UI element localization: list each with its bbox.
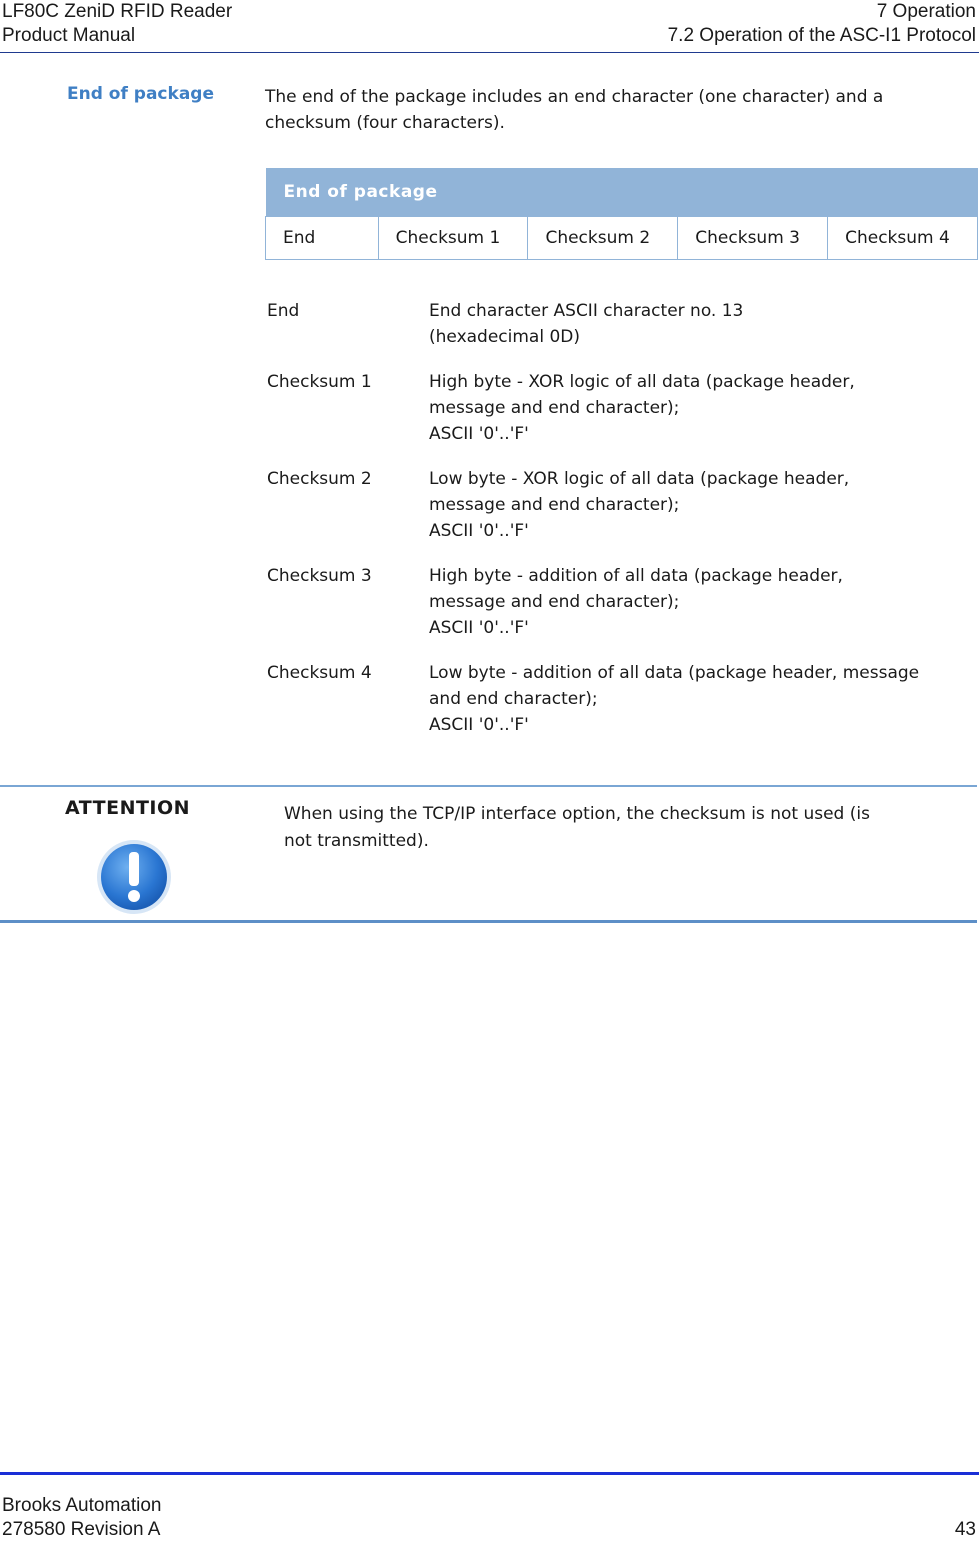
- table-cell-checksum-3: Checksum 3: [678, 217, 828, 260]
- definition-end: [267, 298, 967, 350]
- definition-line: Low byte - addition of all data (package header, message: [429, 663, 920, 683]
- definition-line: (hexadecimal 0D): [429, 327, 581, 347]
- definition-checksum-1: [267, 369, 967, 447]
- attention-bottom-rule: [0, 920, 977, 923]
- definition-line: High byte - addition of all data (package header,: [429, 566, 843, 586]
- definition-line: High byte - XOR logic of all data (package header,: [429, 372, 855, 392]
- page-number: 43: [954, 1519, 976, 1540]
- definition-description: [429, 660, 967, 738]
- chapter-title: 7 Operation: [876, 1, 976, 22]
- definition-line: message and end character);: [429, 495, 680, 515]
- manual-type: Product Manual: [2, 25, 136, 46]
- header-rule: [0, 52, 979, 53]
- footer-company: Brooks Automation: [2, 1495, 162, 1516]
- footer-revision: 278580 Revision A: [2, 1519, 161, 1540]
- table-cell-checksum-1: Checksum 1: [378, 217, 528, 260]
- exclamation-icon: [95, 838, 173, 916]
- footer-left: [2, 1494, 161, 1542]
- definition-checksum-3: [267, 563, 967, 641]
- definition-line: ASCII '0'..'F': [429, 618, 529, 638]
- definition-checksum-4: [267, 660, 967, 738]
- attention-text-line: not transmitted).: [284, 831, 429, 851]
- end-of-package-table: [265, 168, 978, 260]
- attention-text-line: When using the TCP/IP interface option, the checksum is not used (is: [284, 804, 870, 824]
- attention-label: ATTENTION: [65, 797, 191, 819]
- table-row: [266, 217, 978, 260]
- definition-description: [429, 563, 967, 641]
- footer-rule: [0, 1472, 979, 1475]
- section-side-label: End of package: [67, 84, 214, 104]
- definition-line: message and end character);: [429, 398, 680, 418]
- definition-term: Checksum 4: [267, 663, 372, 683]
- attention-top-rule: [0, 785, 977, 787]
- definition-term: Checksum 1: [267, 372, 372, 392]
- definition-line: End character ASCII character no. 13: [429, 301, 744, 321]
- table-title: End of package: [266, 168, 978, 217]
- section-title: 7.2 Operation of the ASC-I1 Protocol: [667, 25, 976, 46]
- attention-text: [284, 801, 964, 855]
- definition-description: [429, 369, 967, 447]
- definition-list: [267, 298, 967, 757]
- definition-line: ASCII '0'..'F': [429, 521, 529, 541]
- definition-line: and end character);: [429, 689, 598, 709]
- product-name: LF80C ZeniD RFID Reader: [2, 1, 233, 22]
- definition-checksum-2: [267, 466, 967, 544]
- definition-line: message and end character);: [429, 592, 680, 612]
- definition-line: ASCII '0'..'F': [429, 424, 529, 444]
- definition-description: [429, 466, 967, 544]
- table-cell-end: End: [266, 217, 379, 260]
- running-header-right: [668, 0, 976, 48]
- definition-term: Checksum 2: [267, 469, 372, 489]
- table-cell-checksum-4: Checksum 4: [828, 217, 978, 260]
- definition-description: [429, 298, 967, 350]
- definition-term: End: [267, 301, 300, 321]
- table-header-row: [266, 168, 978, 217]
- definition-term: Checksum 3: [267, 566, 372, 586]
- definition-line: Low byte - XOR logic of all data (package header,: [429, 469, 850, 489]
- running-header-left: [2, 0, 232, 48]
- table-cell-checksum-2: Checksum 2: [528, 217, 678, 260]
- definition-line: ASCII '0'..'F': [429, 715, 529, 735]
- section-intro: The end of the package includes an end character (one character) and a checksum (four characters).: [265, 87, 884, 133]
